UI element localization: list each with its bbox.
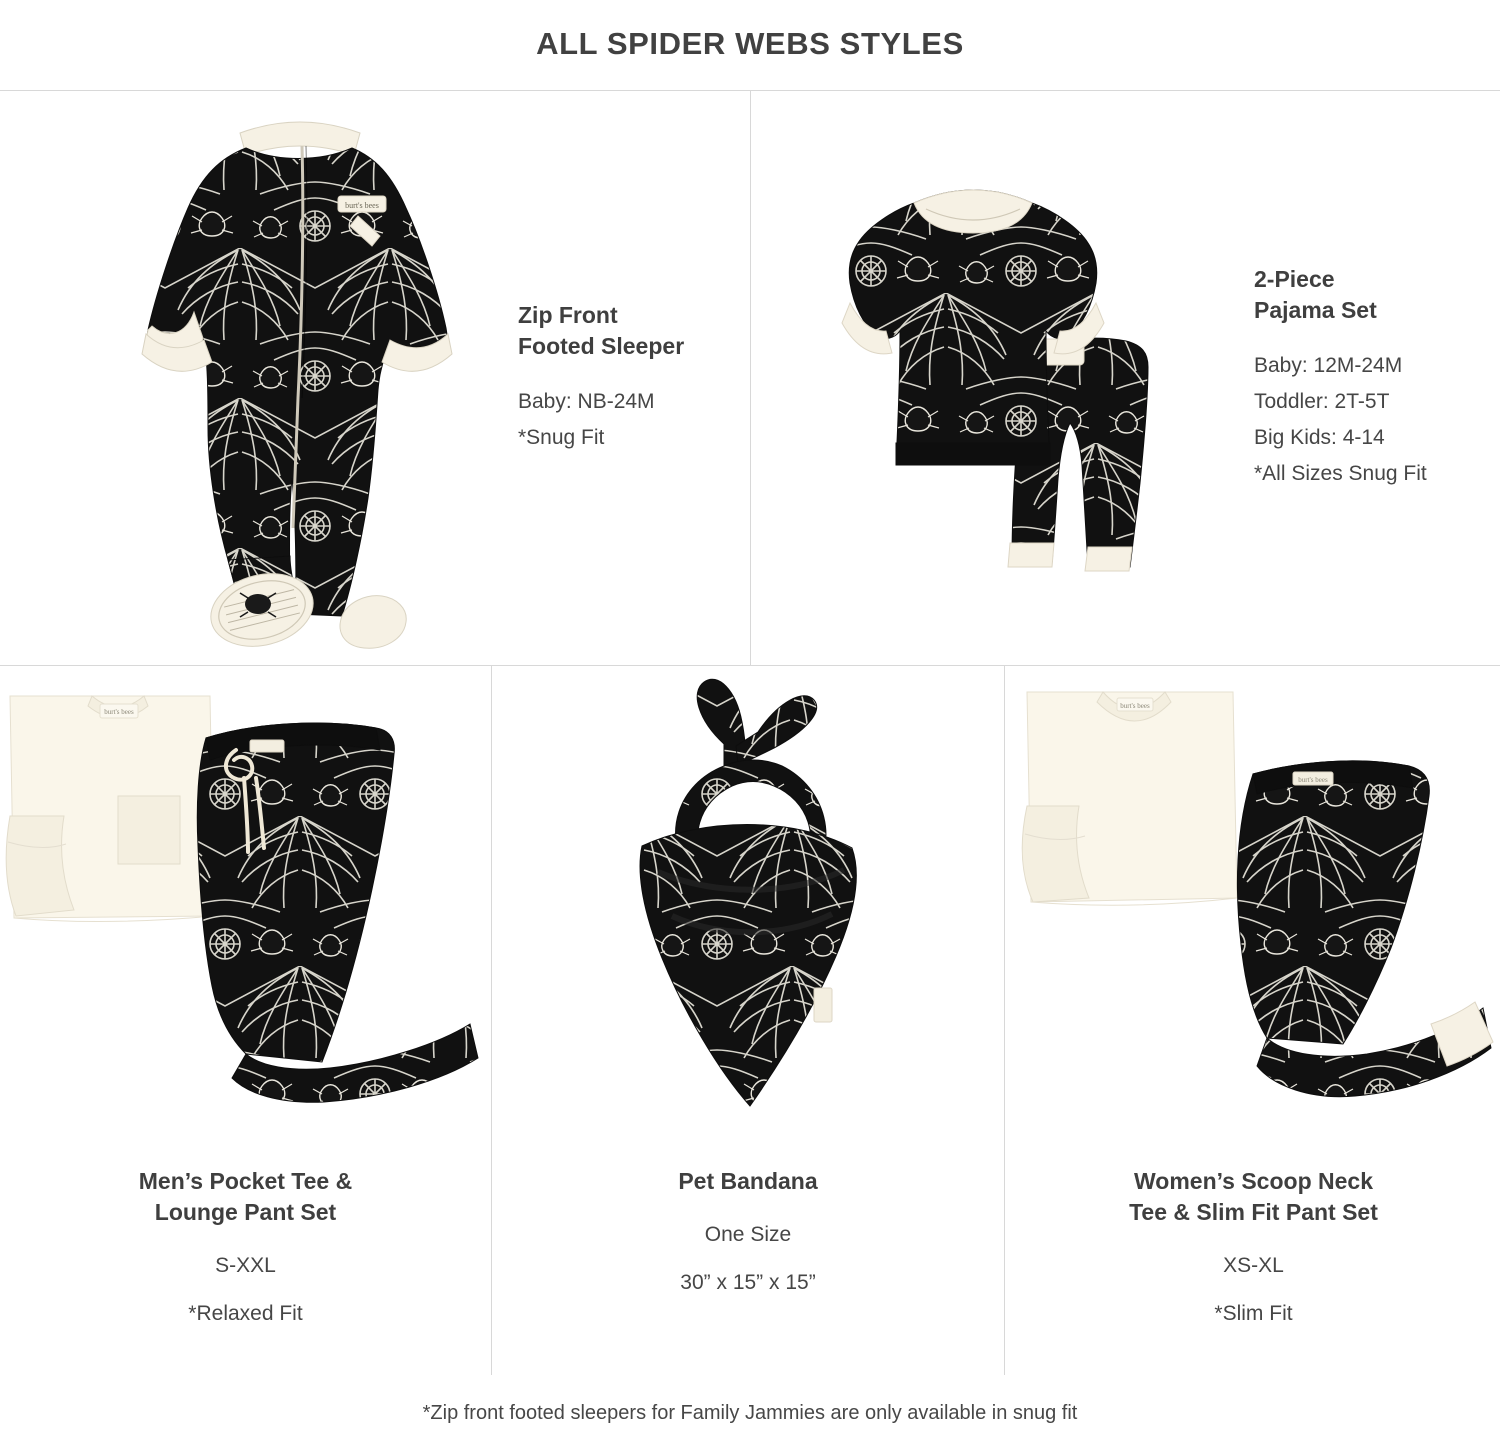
product-title-line1: Men’s Pocket Tee & [138,1168,353,1194]
svg-text:burt's bees: burt's bees [104,708,134,716]
product-title-line2: Tee & Slim Fit Pant Set [1129,1199,1378,1225]
product-detail: S-XXL [215,1254,276,1277]
product-detail: Big Kids: 4-14 [1254,426,1385,449]
product-title-line1: Pet Bandana [678,1168,818,1194]
product-title-line1: 2-Piece [1254,266,1335,292]
product-info-2-piece-pajama-set [1246,264,1427,492]
product-info-pet-bandana [492,1166,1004,1307]
product-image-womens-scoop-neck-tee-slim-fit-pant-set [1005,666,1500,1166]
product-title-line2: Footed Sleeper [518,333,685,359]
product-image-pet-bandana [492,666,1004,1166]
product-info-womens-scoop-neck-tee-slim-fit-pant-set [1005,1166,1500,1338]
product-detail: XS-XL [1223,1254,1284,1277]
product-detail: *Relaxed Fit [188,1302,303,1325]
styles-grid-bottom [0,665,1500,1375]
product-info-zip-front-footed-sleeper [510,300,684,456]
product-detail: *Snug Fit [518,426,605,449]
product-cell-mens-pocket-tee-lounge-pant-set [0,666,491,1375]
svg-text:burt's bees: burt's bees [345,201,379,210]
product-title-line2: Pajama Set [1254,297,1377,323]
product-info-mens-pocket-tee-lounge-pant-set [0,1166,491,1338]
product-cell-womens-scoop-neck-tee-slim-fit-pant-set [1004,666,1500,1375]
product-detail: Baby: 12M-24M [1254,354,1403,377]
product-cell-zip-front-footed-sleeper [0,91,750,665]
product-image-2-piece-pajama-set [796,143,1246,613]
product-cell-2-piece-pajama-set [750,91,1500,665]
svg-text:burt's bees: burt's bees [1298,776,1328,784]
product-detail: Baby: NB-24M [518,390,655,413]
product-detail: 30” x 15” x 15” [680,1271,816,1294]
product-title-line2: Lounge Pant Set [154,1199,337,1225]
product-detail: One Size [704,1223,792,1246]
product-detail: *All Sizes Snug Fit [1254,462,1427,485]
product-title-line1: Women’s Scoop Neck [1133,1168,1373,1194]
product-image-zip-front-footed-sleeper [90,98,510,658]
product-image-mens-pocket-tee-lounge-pant-set [0,666,491,1166]
styles-grid-top [0,90,1500,665]
product-detail: Toddler: 2T-5T [1254,390,1390,413]
svg-text:burt's bees: burt's bees [1120,702,1150,710]
page-title: ALL SPIDER WEBS STYLES [536,26,964,61]
product-title-line1: Zip Front [518,302,618,328]
footnote: *Zip front footed sleepers for Family Jammies are only available in snug fit [422,1402,1078,1424]
product-cell-pet-bandana [491,666,1004,1375]
product-detail: *Slim Fit [1214,1302,1293,1325]
